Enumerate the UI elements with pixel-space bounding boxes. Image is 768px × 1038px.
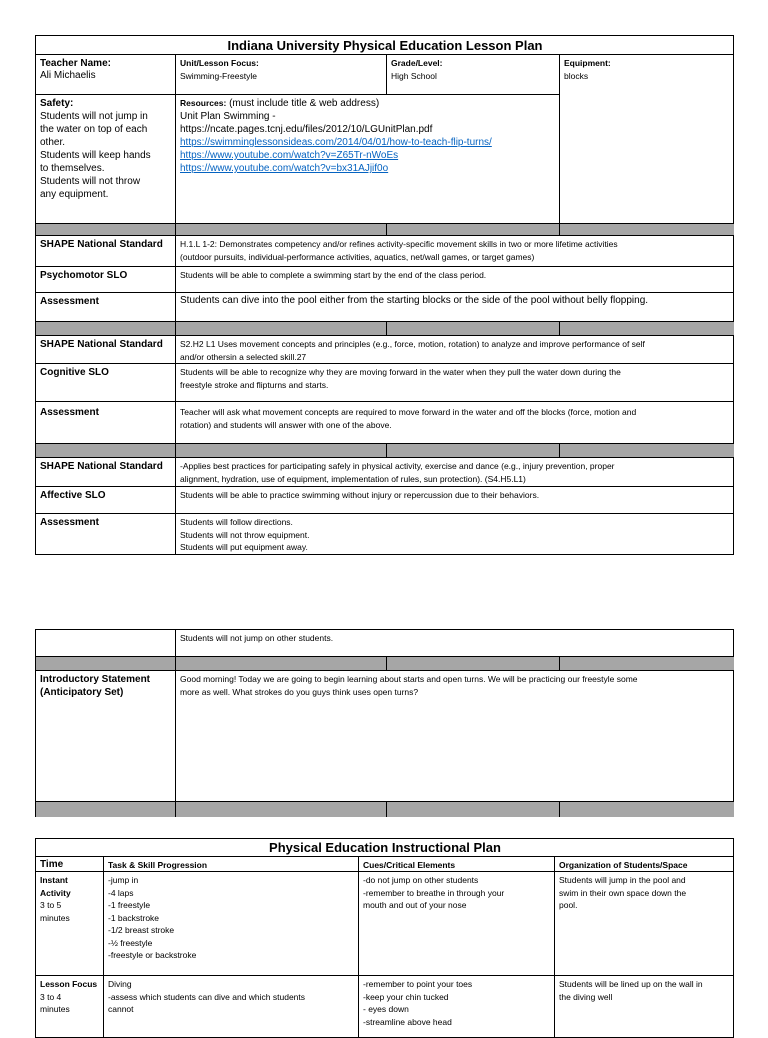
resources-note: (must include title & web address) — [229, 98, 380, 109]
safety-line: any equipment. — [40, 189, 109, 200]
row-content: Students will be able to complete a swimming start by the end of the class period. — [176, 267, 734, 293]
gray-divider — [36, 657, 176, 671]
gray-divider — [560, 657, 734, 671]
safety-line: other. — [40, 137, 66, 148]
teacher-cell — [36, 55, 176, 95]
intro-label: Introductory Statement (Anticipatory Set) — [36, 671, 176, 802]
gray-divider — [36, 802, 176, 817]
gray-divider — [387, 444, 560, 458]
row-label: SHAPE National Standard — [36, 458, 176, 487]
task-cell: Diving -assess which students can dive and which students cannot — [104, 976, 359, 1038]
gray-divider — [176, 657, 387, 671]
gray-divider — [560, 802, 734, 817]
resources-cell — [176, 95, 560, 224]
safety-line: Students will keep hands — [40, 150, 151, 161]
grade-cell — [387, 55, 560, 95]
focus-value: Swimming-Freestyle — [180, 70, 257, 81]
continuation-line: Students will not jump on other students. — [176, 630, 734, 657]
row-label: SHAPE National Standard — [36, 236, 176, 267]
row-content: Students will be able to practice swimming without injury or repercussion due to their behaviors. — [176, 487, 734, 514]
gray-divider — [387, 224, 560, 236]
gray-divider — [36, 444, 176, 458]
row-label: SHAPE National Standard — [36, 336, 176, 364]
row-label: Assessment — [36, 293, 176, 322]
safety-cell — [36, 95, 176, 224]
resources-label: Resources: — [180, 98, 227, 108]
resource-link[interactable]: https://www.youtube.com/watch?v=bx31AJjif0o — [180, 163, 389, 174]
continuation-table — [35, 629, 734, 817]
row-content: S2.H2 L1 Uses movement concepts and principles (e.g., force, motion, rotation) to analyze and improve performance of self and/or othersin a selected skill.27 — [176, 336, 734, 364]
gray-divider — [387, 322, 560, 336]
row-label: Assessment — [36, 402, 176, 444]
grade-label: Grade/Level: — [391, 58, 443, 68]
teacher-label: Teacher Name: — [40, 58, 111, 69]
row-content: Students can dive into the pool either from the starting blocks or the side of the pool without belly flopping. — [176, 293, 734, 322]
focus-label: Unit/Lesson Focus: — [180, 58, 259, 68]
cues-cell: -remember to point your toes -keep your chin tucked - eyes down -streamline above head — [359, 976, 555, 1038]
lesson-plan-title: Indiana University Physical Education Lesson Plan — [36, 36, 734, 55]
equipment-label: Equipment: — [564, 58, 611, 68]
gray-divider — [560, 444, 734, 458]
row-content: -Applies best practices for participating safely in physical activity, exercise and dance (e.g., injury prevention, proper alignment, hydration, use of equipment, implementation of rules, sun protection). (S4.H5.L1) — [176, 458, 734, 487]
gray-divider — [176, 444, 387, 458]
row-content: H.1.L 1-2: Demonstrates competency and/or refines activity-specific movement skills in two or more lifetime activities (outdoor pursuits, individual-performance activities, aquatics, net/wall games, or target games) — [176, 236, 734, 267]
row-label: Assessment — [36, 514, 176, 555]
row-content: Teacher will ask what movement concepts are required to move forward in the water and off the blocks (force, motion and rotation) and students will answer with one of the above. — [176, 402, 734, 444]
resource-link[interactable]: https://www.youtube.com/watch?v=Z65Tr-nWoEs — [180, 150, 399, 161]
header-time: Time — [36, 857, 104, 872]
safety-line: Students will not jump in — [40, 111, 148, 122]
empty-cell — [36, 630, 176, 657]
header-organization: Organization of Students/Space — [555, 857, 734, 872]
row-label: Affective SLO — [36, 487, 176, 514]
gray-divider — [387, 802, 560, 817]
gray-divider — [560, 322, 734, 336]
row-label: Psychomotor SLO — [36, 267, 176, 293]
gray-divider — [36, 224, 176, 236]
equipment-value: blocks — [564, 70, 589, 81]
row-content: Students will follow directions. Students will not throw equipment. Students will put equipment away. — [180, 517, 310, 552]
task-cell: -jump in -4 laps -1 freestyle -1 backstroke -1/2 breast stroke -½ freestyle -freestyle or backstroke — [104, 872, 359, 976]
teacher-name: Ali Michaelis — [40, 70, 96, 81]
gray-divider — [176, 802, 387, 817]
resource-line: Unit Plan Swimming - — [180, 111, 276, 122]
grade-value: High School — [391, 70, 437, 81]
lesson-plan-table — [35, 35, 734, 555]
focus-cell — [176, 55, 387, 95]
gray-divider — [176, 322, 387, 336]
safety-label: Safety: — [40, 98, 74, 109]
safety-line: Students will not throw — [40, 176, 141, 187]
equipment-cell — [560, 55, 734, 224]
gray-divider — [176, 224, 387, 236]
safety-line: to themselves. — [40, 163, 105, 174]
row-label: Cognitive SLO — [36, 364, 176, 402]
safety-line: the water on top of each — [40, 124, 148, 135]
header-cues: Cues/Critical Elements — [359, 857, 555, 872]
instructional-plan-title: Physical Education Instructional Plan — [36, 839, 734, 857]
gray-divider — [560, 224, 734, 236]
gray-divider — [36, 322, 176, 336]
organization-cell: Students will be lined up on the wall in the diving well — [559, 979, 703, 1002]
resource-line: https://ncate.pages.tcnj.edu/files/2012/10/LGUnitPlan.pdf — [180, 124, 433, 135]
header-task: Task & Skill Progression — [104, 857, 359, 872]
instructional-plan-table — [35, 838, 734, 1038]
time-cell: Lesson Focus 3 to 4 minutes — [36, 976, 104, 1038]
cues-cell: -do not jump on other students -remember to breathe in through your mouth and out of your nose — [359, 872, 555, 976]
resource-link[interactable]: https://swimminglessonsideas.com/2014/04/01/how-to-teach-flip-turns/ — [180, 137, 492, 148]
organization-cell: Students will jump in the pool and swim in their own space down the pool. — [555, 872, 734, 976]
time-cell: Instant Activity 3 to 5 minutes — [36, 872, 104, 976]
intro-statement: Good morning! Today we are going to begin learning about starts and open turns. We will be practicing our freestyle some more as well. What strokes do you guys think uses open turns? — [176, 671, 734, 802]
row-content: Students will be able to recognize why they are moving forward in the water when they pull the water down during the freestyle stroke and flipturns and starts. — [176, 364, 734, 402]
gray-divider — [387, 657, 560, 671]
